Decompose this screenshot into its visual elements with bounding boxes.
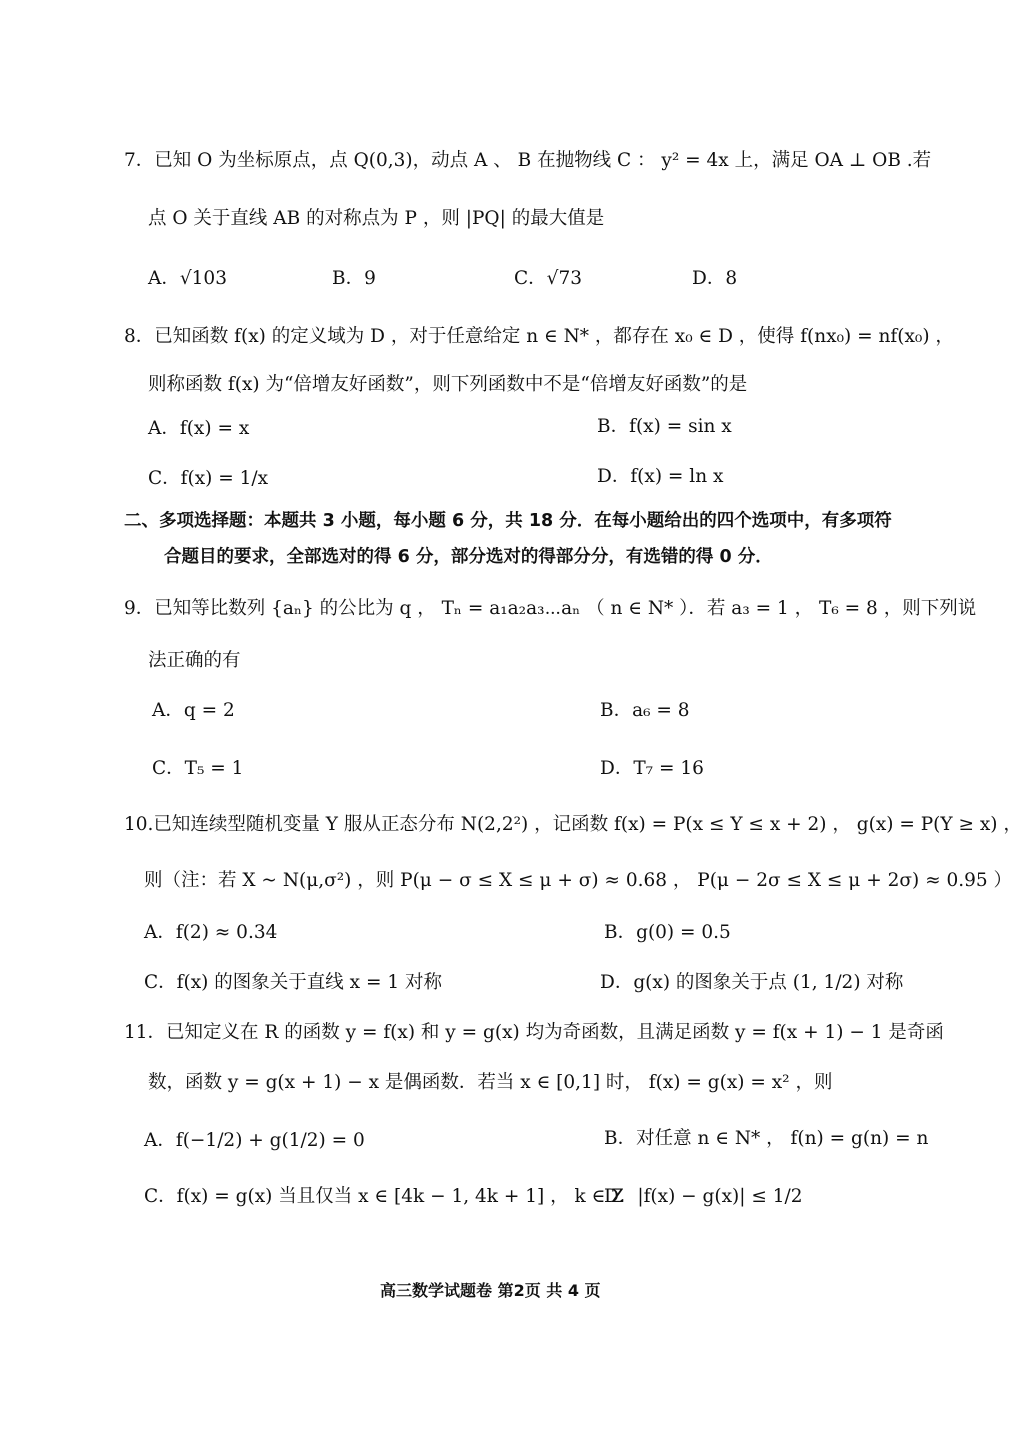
- q9-option-b: B．a₆ = 8: [600, 700, 690, 721]
- q9-option-d: D．T₇ = 16: [600, 758, 704, 779]
- q10-option-c: C．f(x) 的图象关于直线 x = 1 对称: [144, 972, 442, 993]
- q9-option-c: C．T₅ = 1: [152, 758, 244, 779]
- section2-heading-line1: 二、多项选择题：本题共 3 小题，每小题 6 分，共 18 分．在每小题给出的四个选项中，有多项符: [124, 511, 892, 531]
- q11-line1: 11．已知定义在 R 的函数 y = f(x) 和 y = g(x) 均为奇函数，且满足函数 y = f(x + 1) − 1 是奇函: [124, 1022, 944, 1043]
- q11-option-a: A．f(−1/2) + g(1/2) = 0: [144, 1130, 365, 1151]
- q7-option-d: D．8: [692, 268, 738, 289]
- q8-option-b: B．f(x) = sin x: [597, 416, 732, 437]
- q9-option-a: A．q = 2: [152, 700, 235, 721]
- q11-option-c: C．f(x) = g(x) 当且仅当 x ∈ [4k − 1, 4k + 1] ， k ∈ Z: [144, 1186, 624, 1207]
- q7-line1: 7．已知 O 为坐标原点，点 Q(0,3)，动点 A 、 B 在抛物线 C ： y² = 4x 上，满足 OA ⊥ OB .若: [124, 150, 932, 171]
- q11-option-d: D．|f(x) − g(x)| ≤ 1/2: [604, 1186, 803, 1207]
- q10-line1: 10.已知连续型随机变量 Y 服从正态分布 N(2,2²) ，记函数 f(x) = P(x ≤ Y ≤ x + 2) ， g(x) = P(Y ≥ x) ，: [124, 814, 1022, 835]
- section2-heading-line2: 合题目的要求，全部选对的得 6 分，部分选对的得部分分，有选错的得 0 分．: [164, 547, 773, 567]
- q10-option-d: D．g(x) 的图象关于点 (1, 1/2) 对称: [600, 972, 904, 993]
- q7-line2: 点 O 关于直线 AB 的对称点为 P ，则 |PQ| 的最大值是: [148, 208, 605, 229]
- q10-option-a: A．f(2) ≈ 0.34: [144, 922, 278, 943]
- q11-option-b: B．对任意 n ∈ N* ， f(n) = g(n) = n: [604, 1128, 929, 1149]
- q7-option-b: B．9: [332, 268, 376, 289]
- q8-line1: 8．已知函数 f(x) 的定义域为 D ，对于任意给定 n ∈ N* ，都存在 x₀ ∈ D ，使得 f(nx₀) = nf(x₀) ，: [124, 326, 954, 347]
- q9-line2: 法正确的有: [148, 650, 241, 671]
- page-footer: 高三数学试题卷 第2页 共 4 页: [380, 1281, 601, 1300]
- q9-line1: 9．已知等比数列 {aₙ} 的公比为 q ， Tₙ = a₁a₂a₃⋯aₙ （ n ∈ N* ）．若 a₃ = 1 ， T₆ = 8 ，则下列说: [124, 598, 977, 619]
- q10-line2: 则（注：若 X ~ N(μ,σ²) ，则 P(μ − σ ≤ X ≤ μ + σ) ≈ 0.68 ， P(μ − 2σ ≤ X ≤ μ + 2σ) ≈ 0.95 ）: [144, 870, 1013, 891]
- q8-option-a: A．f(x) = x: [148, 418, 250, 439]
- q11-line2: 数，函数 y = g(x + 1) − x 是偶函数．若当 x ∈ [0,1] 时， f(x) = g(x) = x² ，则: [148, 1072, 833, 1093]
- q8-line2: 则称函数 f(x) 为“倍增友好函数”，则下列函数中不是“倍增友好函数”的是: [148, 374, 748, 395]
- q7-option-a: A．√103: [148, 268, 227, 289]
- q7-option-c: C．√73: [514, 268, 582, 289]
- q8-option-c: C．f(x) = 1/x: [148, 468, 269, 489]
- q10-option-b: B．g(0) = 0.5: [604, 922, 731, 943]
- q8-option-d: D．f(x) = ln x: [597, 466, 724, 487]
